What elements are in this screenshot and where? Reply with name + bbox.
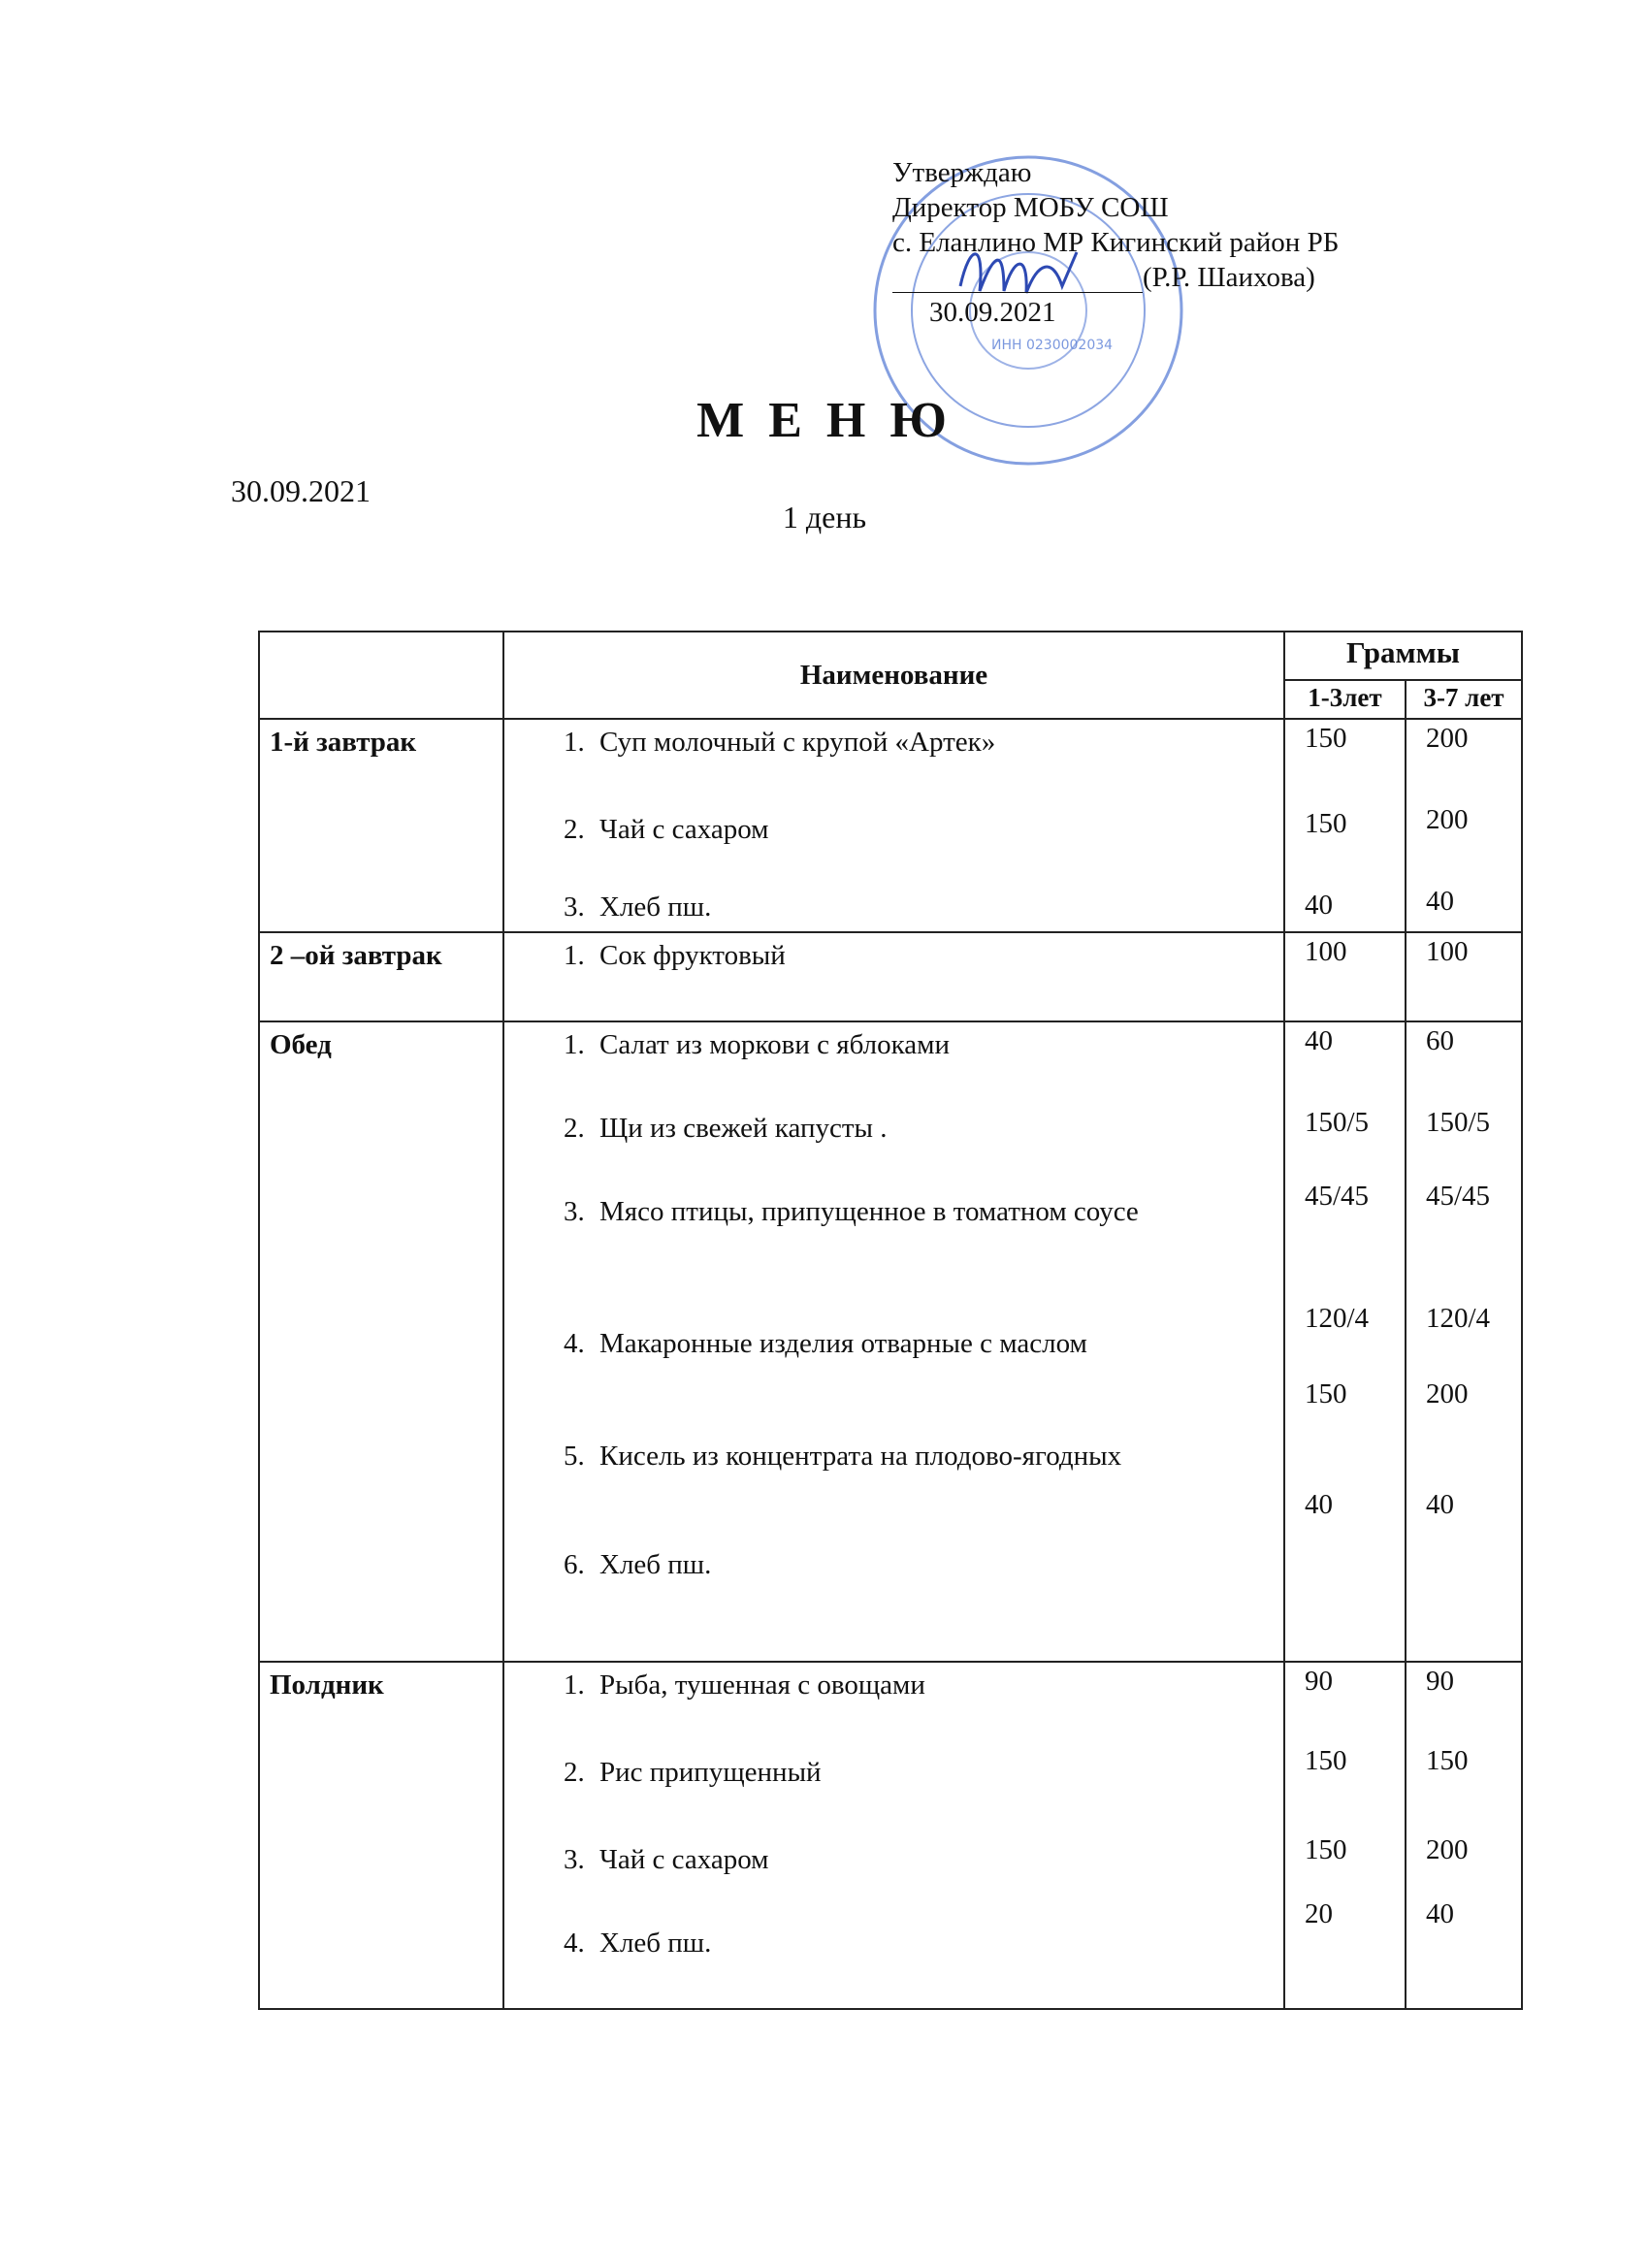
list-item: 3. Чай с сахаром [592,1843,1274,1927]
approval-line-3: с. Еланлино МР Кигинский район РБ [892,227,1340,258]
grams-3-7 [1406,1662,1522,2009]
list-item: 2. Чай с сахаром [592,813,1274,891]
signatory-name: (Р.Р. Шаихова) [1143,262,1315,293]
header-age-1-3: 1-3лет [1284,680,1406,719]
list-item: 1. Суп молочный с крупой «Артек» [592,726,1274,813]
approval-date: 30.09.2021 [929,297,1056,328]
day-label: 1 день [782,500,867,535]
header-name: Наименование [503,632,1284,719]
grams-3-7 [1406,719,1522,932]
grams-3-7 [1406,932,1522,1021]
grams-value: 40 [1426,1898,1454,1929]
grams-value: 40 [1426,886,1454,917]
meal-name: Полдник [259,1662,503,2009]
header-age-3-7: 3-7 лет [1406,680,1522,719]
grams-value: 20 [1305,1898,1333,1929]
meal-items [503,1021,1284,1662]
grams-value: 40 [1305,1489,1333,1520]
approval-line-1: Утверждаю [892,157,1032,188]
grams-1-3 [1284,1662,1406,2009]
approval-line-2: Директор МОБУ СОШ [892,192,1169,223]
meal-items [503,932,1284,1021]
table-row [259,1662,1522,2009]
list-item: 1. Сок фруктовый [592,939,1274,972]
grams-value: 150 [1305,723,1347,754]
meal-items [503,1662,1284,2009]
grams-value: 45/45 [1305,1181,1370,1212]
meal-name: Обед [259,1021,503,1662]
grams-value: 200 [1426,1834,1469,1865]
grams-value: 200 [1426,804,1469,835]
grams-value: 100 [1305,936,1347,967]
grams-value: 150 [1305,1378,1347,1409]
grams-value: 200 [1426,723,1469,754]
grams-value: 150 [1305,1834,1347,1865]
header-meal-empty [259,632,503,719]
header-grams: Граммы [1284,632,1522,680]
list-item: 3. Мясо птицы, припущенное в томатном соусе [592,1195,1274,1327]
grams-value: 40 [1426,1489,1454,1520]
meal-items [503,719,1284,932]
approval-block [892,155,1436,330]
grams-value: 200 [1426,1378,1469,1409]
table-row [259,719,1522,932]
list-item: 3. Хлеб пш. [592,891,1274,923]
grams-value: 150/5 [1305,1107,1370,1138]
table-header-row [259,632,1522,680]
grams-value: 40 [1305,890,1333,921]
grams-value: 150 [1305,1745,1347,1776]
list-item: 2. Рис припущенный [592,1756,1274,1843]
list-item: 1. Салат из моркови с яблоками [592,1028,1274,1112]
signature-line [892,260,1436,295]
grams-1-3 [1284,1021,1406,1662]
list-item: 6. Хлеб пш. [592,1548,1274,1581]
menu-table [258,631,1523,2010]
list-item: 5. Кисель из концентрата на плодово-ягодных [592,1440,1274,1548]
grams-value: 100 [1426,936,1469,967]
list-item: 1. Рыба, тушенная с овощами [592,1669,1274,1756]
grams-value: 40 [1305,1025,1333,1056]
grams-value: 150/5 [1426,1107,1491,1138]
grams-value: 120/4 [1426,1303,1491,1334]
signature-underline [892,292,1143,293]
meal-name: 2 –ой завтрак [259,932,503,1021]
grams-3-7 [1406,1021,1522,1662]
table-row [259,932,1522,1021]
list-item: 2. Щи из свежей капусты . [592,1112,1274,1195]
svg-text:ИНН 0230002034: ИНН 0230002034 [991,338,1114,353]
grams-value: 150 [1426,1745,1469,1776]
grams-value: 90 [1426,1666,1454,1697]
document-date: 30.09.2021 [231,473,371,508]
list-item: 4. Макаронные изделия отварные с маслом [592,1327,1274,1440]
table-row [259,1021,1522,1662]
grams-1-3 [1284,932,1406,1021]
grams-value: 120/4 [1305,1303,1370,1334]
grams-value: 45/45 [1426,1181,1491,1212]
list-item: 4. Хлеб пш. [592,1927,1274,1960]
grams-value: 60 [1426,1025,1454,1056]
meal-name: 1-й завтрак [259,719,503,932]
grams-1-3 [1284,719,1406,932]
grams-value: 90 [1305,1666,1333,1697]
grams-value: 150 [1305,808,1347,839]
page-title: М Е Н Ю [696,393,953,448]
